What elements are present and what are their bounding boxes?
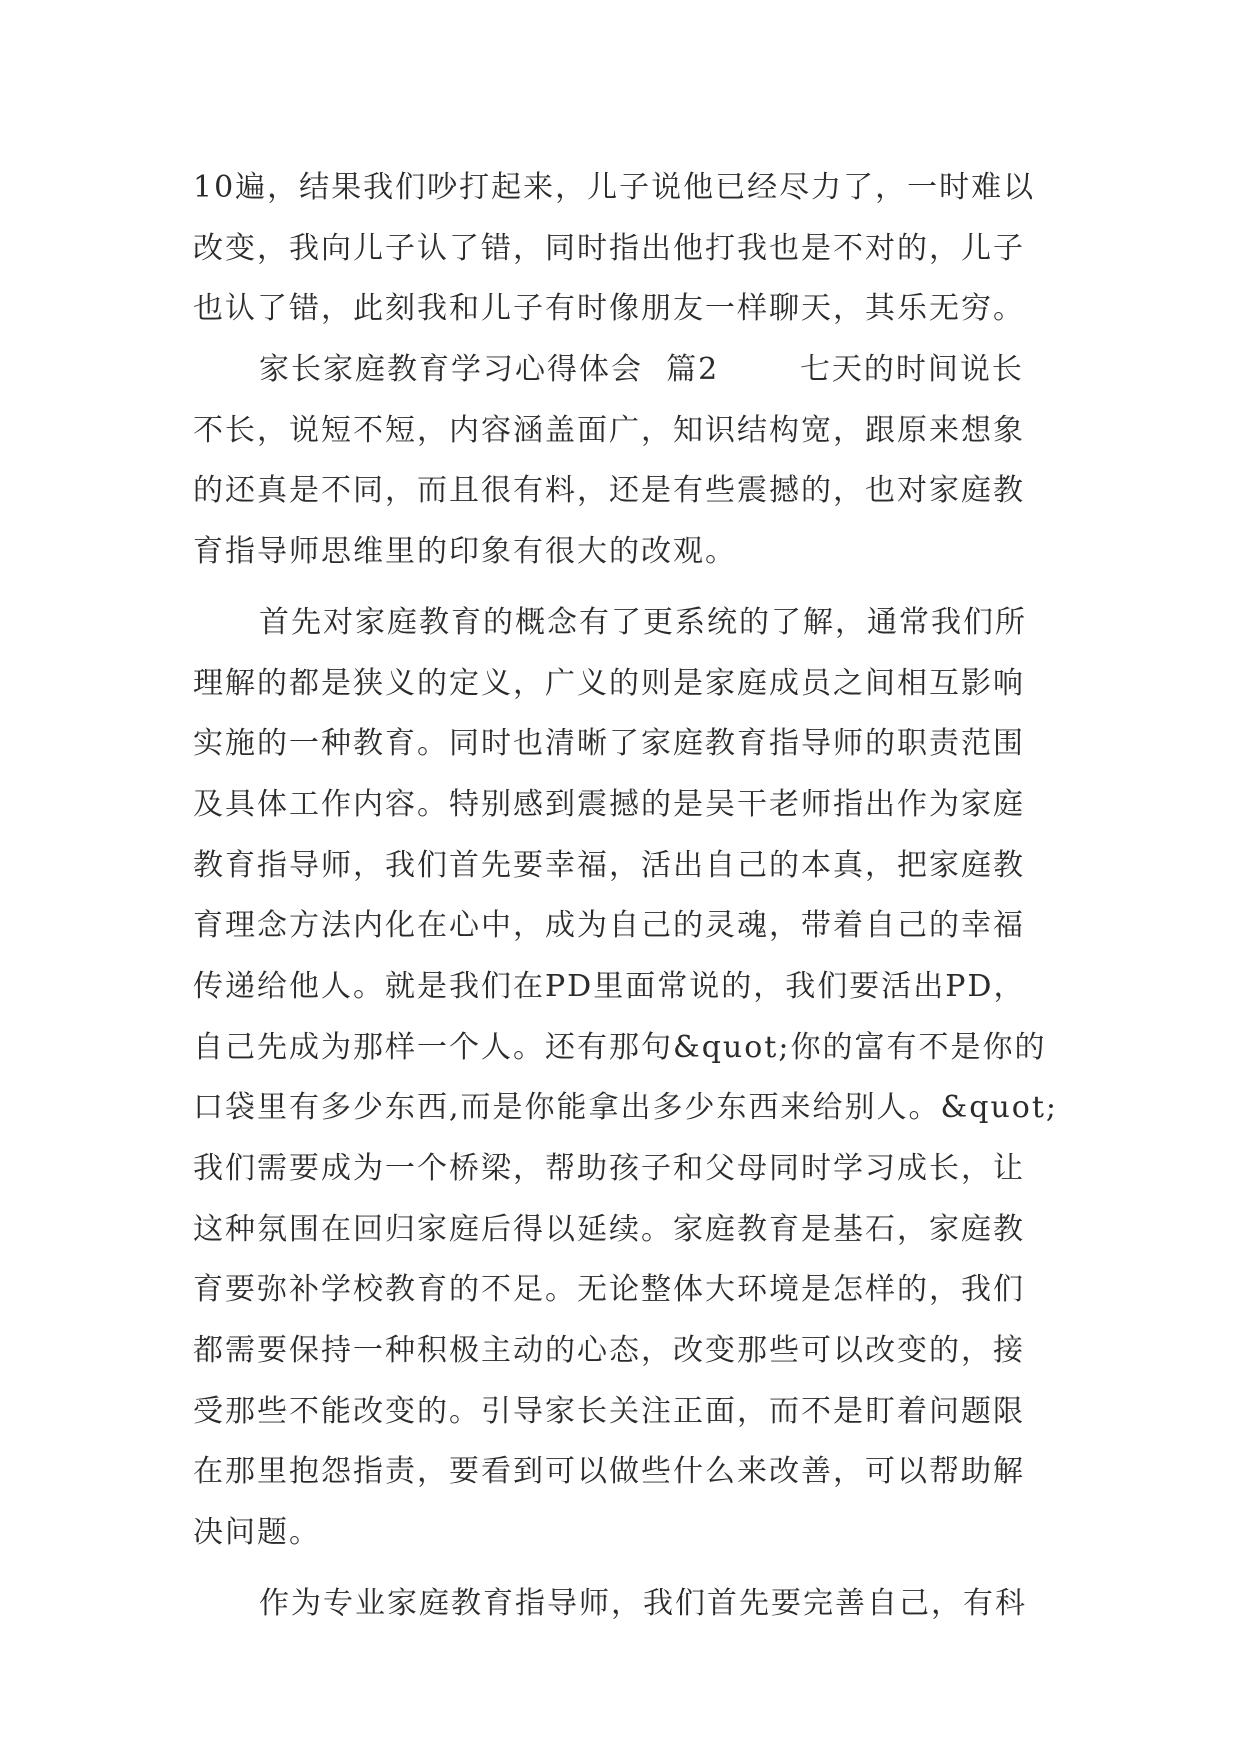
text-line: 口袋里有多少东西,而是你能拿出多少东西来给别人。&quot; <box>193 1090 1058 1126</box>
text-line: 育要弥补学校教育的不足。无论整体大环境是怎样的，我们 <box>193 1272 1025 1308</box>
text-line: 也认了错，此刻我和儿子有时像朋友一样聊天，其乐无穷。 <box>193 291 1025 327</box>
text-line: 育指导师思维里的印象有很大的改观。 <box>193 534 737 570</box>
text-line: 这种氛围在回归家庭后得以延续。家庭教育是基石，家庭教 <box>193 1211 1025 1247</box>
text-line: 育理念方法内化在心中，成为自己的灵魂，带着自己的幸福 <box>193 908 1025 944</box>
text-line: 我们需要成为一个桥梁，帮助孩子和父母同时学习成长，让 <box>193 1151 1025 1186</box>
document-body <box>193 158 1058 1635</box>
text-line: 决问题。 <box>193 1515 321 1551</box>
paragraph-start-line: 首先对家庭教育的概念有了更系统的了解，通常我们所 <box>259 604 1027 640</box>
text-line: 在那里抱怨指责，要看到可以做些什么来改善，可以帮助解 <box>193 1454 1025 1490</box>
text-line: 10遍，结果我们吵打起来，儿子说他已经尽力了，一时难以 <box>193 170 1036 205</box>
text-line: 受那些不能改变的。引导家长关注正面，而不是盯着问题限 <box>193 1393 1025 1429</box>
text-line: 不长，说短不短，内容涵盖面广，知识结构宽，跟原来想象 <box>193 412 1025 448</box>
text-line: 传递给他人。就是我们在PD里面常说的，我们要活出PD， <box>193 968 1026 1004</box>
text-line: 及具体工作内容。特别感到震撼的是吴干老师指出作为家庭 <box>193 786 1025 822</box>
text-line: 自己先成为那样一个人。还有那句&quot;你的富有不是你的 <box>193 1029 1047 1065</box>
text-line: 都需要保持一种积极主动的心态，改变那些可以改变的，接 <box>193 1333 1025 1369</box>
text-line: 理解的都是狭义的定义，广义的则是家庭成员之间相互影响 <box>193 665 1025 701</box>
text-line: 教育指导师，我们首先要幸福，活出自己的本真，把家庭教 <box>193 847 1025 883</box>
text-line: 实施的一种教育。同时也清晰了家庭教育指导师的职责范围 <box>193 726 1025 762</box>
text-line: 的还真是不同，而且很有料，还是有些震撼的，也对家庭教 <box>193 473 1025 509</box>
paragraph-start-line: 作为专业家庭教育指导师，我们首先要完善自己，有科 <box>259 1585 1027 1621</box>
section-heading-line: 家长家庭教育学习心得体会 篇2 七天的时间说长 <box>259 352 1024 388</box>
text-line: 改变，我向儿子认了错，同时指出他打我也是不对的，儿子 <box>193 230 1025 266</box>
